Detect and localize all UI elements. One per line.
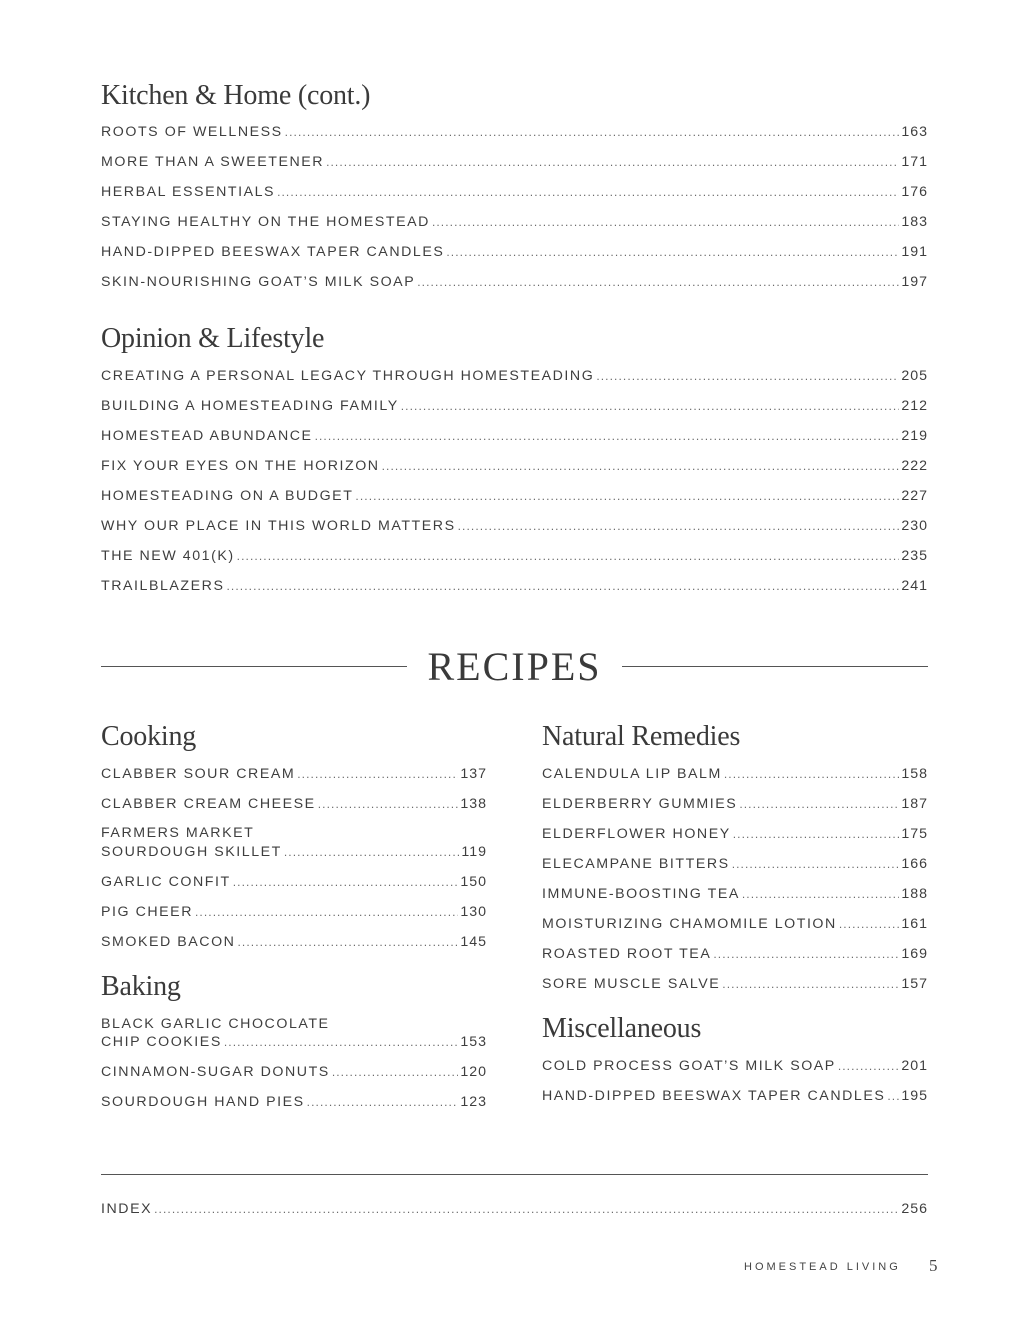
leader-dots xyxy=(237,547,900,565)
entry-page: 163 xyxy=(901,124,928,140)
entry-label: CLABBER CREAM CHEESE xyxy=(101,796,316,812)
entry-label: CHIP COOKIES xyxy=(101,1034,222,1050)
toc-entry[interactable] xyxy=(542,795,928,813)
toc-entry[interactable] xyxy=(542,975,928,993)
entry-label: BUILDING A HOMESTEADING FAMILY xyxy=(101,398,399,414)
toc-entry[interactable] xyxy=(101,795,487,813)
entry-page: 119 xyxy=(461,844,487,860)
entry-page: 212 xyxy=(901,398,928,414)
toc-entry[interactable] xyxy=(542,1087,928,1105)
toc-entry[interactable] xyxy=(101,873,487,891)
recipes-title: RECIPES xyxy=(427,643,602,689)
entry-label: ROOTS OF WELLNESS xyxy=(101,124,283,140)
entry-label: SORE MUSCLE SALVE xyxy=(542,976,721,992)
entry-page: 188 xyxy=(901,886,928,902)
entry-page: 222 xyxy=(901,458,928,474)
toc-entry[interactable] xyxy=(101,397,928,415)
entry-label: IMMUNE-BOOSTING TEA xyxy=(542,886,740,902)
toc-entry[interactable] xyxy=(101,273,928,291)
entry-label: HOMESTEADING ON A BUDGET xyxy=(101,488,354,504)
toc-entry[interactable] xyxy=(101,517,928,535)
entry-label: CREATING A PERSONAL LEGACY THROUGH HOMESTEADING xyxy=(101,368,595,384)
leader-dots xyxy=(382,457,900,475)
entry-page: 150 xyxy=(460,874,487,890)
toc-entry[interactable] xyxy=(542,885,928,903)
entry-page: 123 xyxy=(460,1094,487,1110)
leader-dots xyxy=(355,487,899,505)
entry-page: 241 xyxy=(901,578,928,594)
toc-entry[interactable] xyxy=(101,427,928,445)
leader-dots xyxy=(401,397,900,415)
entry-label: ELDERBERRY GUMMIES xyxy=(542,796,738,812)
header-rule-left xyxy=(101,666,407,667)
bottom-divider xyxy=(101,1174,928,1175)
entry-page: 166 xyxy=(901,856,928,872)
header-rule-right xyxy=(622,666,928,667)
entry-page: 256 xyxy=(901,1201,928,1217)
toc-entry[interactable] xyxy=(542,945,928,963)
entry-label: WHY OUR PLACE IN THIS WORLD MATTERS xyxy=(101,518,456,534)
leader-dots xyxy=(307,1093,459,1111)
entry-page: 169 xyxy=(901,946,928,962)
entry-label: CALENDULA LIP BALM xyxy=(542,766,722,782)
entry-page: 227 xyxy=(901,488,928,504)
toc-entry[interactable] xyxy=(101,933,487,951)
leader-dots xyxy=(285,123,900,141)
entry-label: THE NEW 401(K) xyxy=(101,548,235,564)
toc-entry[interactable] xyxy=(542,825,928,843)
leader-dots xyxy=(297,765,458,783)
toc-entry[interactable] xyxy=(101,213,928,231)
leader-dots xyxy=(733,825,900,843)
entry-page: 157 xyxy=(901,976,928,992)
section-title-miscellaneous: Miscellaneous xyxy=(542,1013,702,1044)
entry-page: 201 xyxy=(901,1058,928,1074)
entry-label: CINNAMON-SUGAR DONUTS xyxy=(101,1064,330,1080)
entry-page: 183 xyxy=(901,214,928,230)
footer-page-number: 5 xyxy=(929,1256,938,1275)
entry-label: SMOKED BACON xyxy=(101,934,236,950)
footer-publication-name: HOMESTEAD LIVING xyxy=(744,1261,901,1273)
toc-entry[interactable] xyxy=(101,1093,487,1111)
entry-label: HERBAL ESSENTIALS xyxy=(101,184,276,200)
leader-dots xyxy=(284,843,460,861)
toc-entry[interactable] xyxy=(101,765,487,783)
toc-entry[interactable] xyxy=(542,765,928,783)
entry-label-line1: FARMERS MARKET xyxy=(101,825,255,841)
entry-label: ELDERFLOWER HONEY xyxy=(542,826,731,842)
entry-label: HAND-DIPPED BEESWAX TAPER CANDLES xyxy=(101,244,445,260)
entry-page: 195 xyxy=(901,1088,928,1104)
entry-label: MORE THAN A SWEETENER xyxy=(101,154,325,170)
entry-page: 230 xyxy=(901,518,928,534)
entry-page: 137 xyxy=(460,766,487,782)
leader-dots xyxy=(277,183,899,201)
entry-label: SKIN-NOURISHING GOAT’S MILK SOAP xyxy=(101,274,416,290)
toc-entry[interactable] xyxy=(101,457,928,475)
entry-page: 219 xyxy=(901,428,928,444)
entry-page: 138 xyxy=(460,796,487,812)
leader-dots xyxy=(233,873,459,891)
entry-label: SOURDOUGH SKILLET xyxy=(101,844,282,860)
leader-dots xyxy=(732,855,900,873)
recipes-header xyxy=(101,641,928,691)
toc-entry[interactable] xyxy=(101,843,487,861)
entry-page: 153 xyxy=(460,1034,487,1050)
entry-label: ELECAMPANE BITTERS xyxy=(542,856,730,872)
toc-entry[interactable] xyxy=(101,1033,487,1051)
entry-label: ROASTED ROOT TEA xyxy=(542,946,712,962)
entry-label: TRAILBLAZERS xyxy=(101,578,225,594)
toc-entry-index[interactable] xyxy=(101,1200,928,1218)
entry-label: GARLIC CONFIT xyxy=(101,874,231,890)
section-title-cooking: Cooking xyxy=(101,721,197,752)
toc-entry[interactable] xyxy=(101,577,928,595)
leader-dots xyxy=(596,367,899,385)
section-title-baking: Baking xyxy=(101,971,181,1002)
entry-label: PIG CHEER xyxy=(101,904,193,920)
entry-label: HOMESTEAD ABUNDANCE xyxy=(101,428,313,444)
entry-page: 130 xyxy=(460,904,487,920)
toc-entry[interactable] xyxy=(101,547,928,565)
toc-entry[interactable] xyxy=(101,123,928,141)
entry-label: SOURDOUGH HAND PIES xyxy=(101,1094,305,1110)
leader-dots xyxy=(326,153,899,171)
entry-label: INDEX xyxy=(101,1201,153,1217)
entry-label-line1: BLACK GARLIC CHOCOLATE xyxy=(101,1016,330,1032)
toc-entry[interactable] xyxy=(101,183,928,201)
leader-dots xyxy=(432,213,899,231)
leader-dots xyxy=(446,243,899,261)
section-title-natural-remedies: Natural Remedies xyxy=(542,721,741,752)
entry-page: 187 xyxy=(901,796,928,812)
entry-label: COLD PROCESS GOAT’S MILK SOAP xyxy=(542,1058,836,1074)
entry-page: 176 xyxy=(901,184,928,200)
leader-dots xyxy=(739,795,899,813)
leader-dots xyxy=(226,577,899,595)
entry-page: 205 xyxy=(901,368,928,384)
toc-entry[interactable] xyxy=(542,855,928,873)
leader-dots xyxy=(224,1033,458,1051)
leader-dots xyxy=(713,945,899,963)
entry-label: STAYING HEALTHY ON THE HOMESTEAD xyxy=(101,214,430,230)
entry-page: 158 xyxy=(901,766,928,782)
entry-page: 145 xyxy=(460,934,487,950)
entry-page: 120 xyxy=(460,1064,487,1080)
leader-dots xyxy=(154,1200,899,1218)
toc-entry[interactable] xyxy=(101,487,928,505)
entry-page: 161 xyxy=(901,916,928,932)
leader-dots xyxy=(237,933,458,951)
entry-label: CLABBER SOUR CREAM xyxy=(101,766,296,782)
leader-dots xyxy=(195,903,458,921)
toc-entry[interactable] xyxy=(542,915,928,933)
leader-dots xyxy=(722,975,899,993)
leader-dots xyxy=(838,1057,900,1075)
toc-entry[interactable] xyxy=(101,1063,487,1081)
entry-page: 197 xyxy=(901,274,928,290)
toc-entry[interactable] xyxy=(542,1057,928,1075)
leader-dots xyxy=(318,795,459,813)
leader-dots xyxy=(839,915,900,933)
toc-entry[interactable] xyxy=(101,367,928,385)
section-title-opinion-lifestyle: Opinion & Lifestyle xyxy=(101,323,325,354)
toc-entry[interactable] xyxy=(101,903,487,921)
toc-entry[interactable] xyxy=(101,243,928,261)
leader-dots xyxy=(417,273,899,291)
entry-page: 235 xyxy=(901,548,928,564)
entry-page: 171 xyxy=(901,154,928,170)
entry-label: FIX YOUR EYES ON THE HORIZON xyxy=(101,458,380,474)
section-title-kitchen-home: Kitchen & Home (cont.) xyxy=(101,80,371,111)
entry-page: 191 xyxy=(901,244,928,260)
leader-dots xyxy=(458,517,900,535)
leader-dots xyxy=(724,765,900,783)
entry-label: MOISTURIZING CHAMOMILE LOTION xyxy=(542,916,837,932)
entry-label: HAND-DIPPED BEESWAX TAPER CANDLES xyxy=(542,1088,886,1104)
entry-page: 175 xyxy=(901,826,928,842)
leader-dots xyxy=(332,1063,459,1081)
toc-entry[interactable] xyxy=(101,153,928,171)
leader-dots xyxy=(887,1087,899,1105)
leader-dots xyxy=(742,885,899,903)
leader-dots xyxy=(315,427,900,445)
